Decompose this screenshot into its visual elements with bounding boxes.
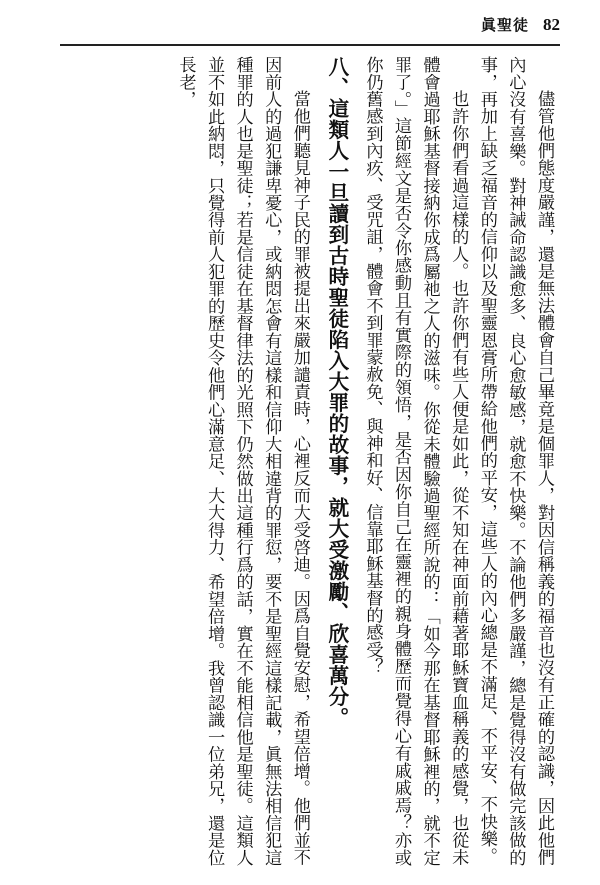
text-block: [58, 56, 558, 866]
paragraph-2: 也許你們看過這樣的人。也許你們有些人便是如此，從不知在神面前藉著耶穌寶血稱義的感覺，也從未體會過耶穌基督接納你成爲屬祂之人的滋味。你從未體驗過聖經所說的：「如今那在基督耶穌裡的，就不定罪了。」這節經文是否令你感動且有實際的領悟，是否因你自己在靈裡的親身體歷而覺得心有戚戚焉？亦或你仍舊感到內疚、受咒詛，體會不到罪蒙赦免、與神和好、信靠耶穌基督的感受？: [362, 56, 469, 866]
paragraph-3: 當他們聽見神子民的罪被提出來嚴加譴責時，心裡反而大受啓迪。因爲自覺安慰，希望倍增。他們並不因前人的過犯謙卑憂心，或納悶怎會有這樣和信仰大相違背的罪愆，要不是聖經這樣記載，眞無法相信犯這種罪的人也是聖徒；若是信徒在基督律法的光照下仍然做出這種行爲的話，實在不能相信他是聖徒。這類人並不如此納悶，只覺得前人犯罪的歷史令他們心滿意足、大大得力、希望倍增。我曾認識一位弟兄，還是位長老，: [175, 56, 310, 866]
header-rule: [60, 44, 560, 46]
page-header: [481, 14, 560, 40]
page-number: 82: [543, 15, 560, 34]
section-heading: 八、這類人一旦讀到古時聖徒陷入大罪的故事，就大受激勵、欣喜萬分。: [324, 56, 349, 728]
paragraph-1: 儘管他們態度嚴謹，還是無法體會自己畢竟是個罪人，對因信稱義的福音也沒有正確的認識，因此他們內心沒有喜樂。對神誡命認識愈多、良心愈敏感，就愈不快樂。不論他們多嚴謹，總是覺得沒有做完該做的事，再加上缺乏福音的信仰以及聖靈恩膏所帶給他們的平安，這些人的內心總是不滿足、不平安、不快樂。: [476, 56, 554, 866]
running-title: 眞聖徒: [480, 16, 529, 34]
